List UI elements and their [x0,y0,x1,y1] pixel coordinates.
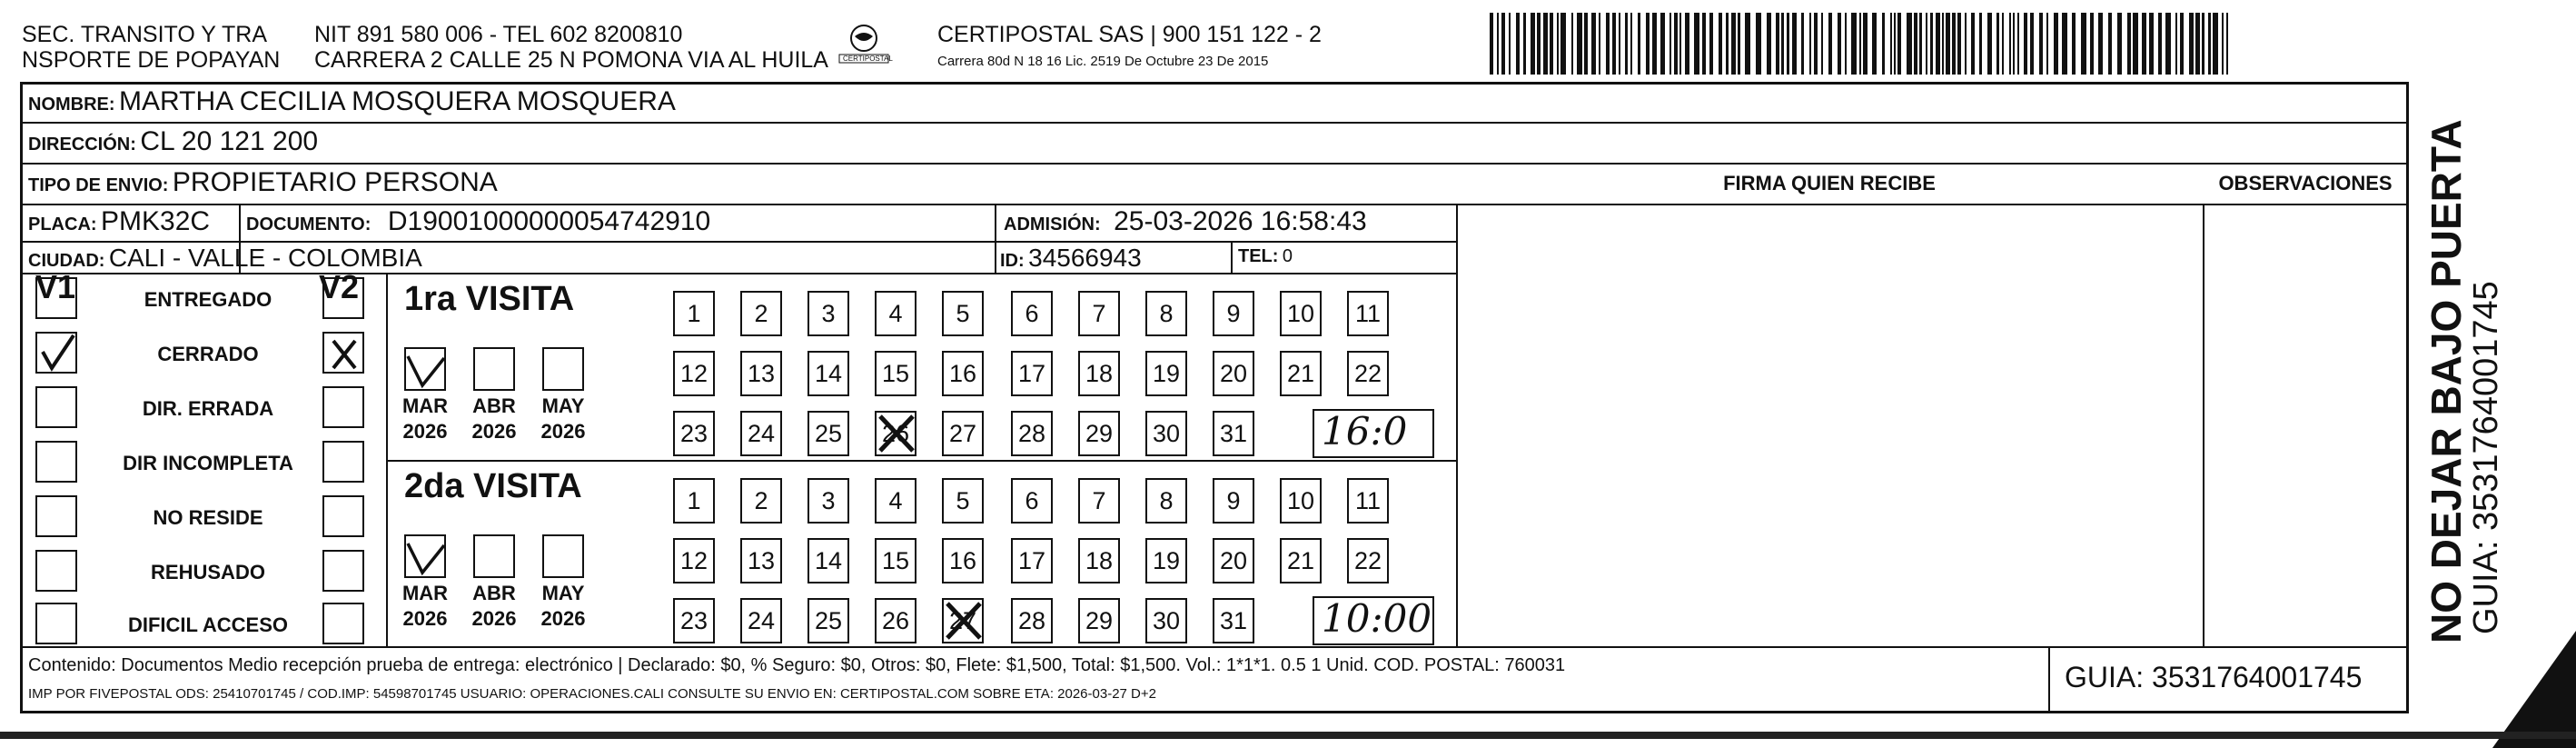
ciudad-label: CIUDAD: [28,251,105,271]
tipo-envio-label: TIPO DE ENVIO: [28,175,169,195]
barcode-bar [1859,13,1861,75]
month-label: ABR [472,394,516,417]
placa-label: PLACA: [28,214,97,234]
barcode-bar [2195,13,2200,75]
status-option-label: DIR. ERRADA [142,397,274,420]
barcode-bar [2017,13,2019,75]
barcode-bar [1851,13,1857,75]
barcode-bar [2098,13,2103,75]
day-box[interactable]: 19 [1145,351,1187,396]
barcode-bar [2024,13,2027,75]
direccion-value: CL 20 121 200 [140,126,319,156]
barcode [1490,13,2234,75]
day-box[interactable]: 16 [942,538,984,583]
barcode-bar [1926,13,1927,75]
barcode-bar [1882,13,1885,75]
day-box[interactable]: 31 [1213,411,1254,456]
observaciones-header: OBSERVACIONES [2218,172,2393,194]
day-box[interactable]: 11 [1347,478,1389,524]
day-box[interactable]: 30 [1145,598,1187,643]
barcode-bar [1731,13,1736,75]
barcode-bar [1907,13,1912,75]
barcode-bar [1828,13,1832,75]
barcode-bar [1660,13,1665,75]
day-box[interactable]: 23 [673,411,715,456]
status-option-label: DIR INCOMPLETA [123,452,293,474]
day-box[interactable]: 9 [1213,478,1254,524]
day-box[interactable]: 13 [740,538,782,583]
barcode-bar [1577,13,1582,75]
certipostal-logo [837,24,893,67]
barcode-bar [1745,13,1750,75]
hour-handwritten: 10:00 [1322,596,1432,641]
day-box[interactable]: 11 [1347,291,1389,336]
barcode-bar [2062,13,2067,75]
barcode-bar [2133,13,2138,75]
tipo-envio-value: PROPIETARIO PERSONA [172,167,498,197]
year-label: 2026 [402,420,448,443]
barcode-bar [1738,13,1740,75]
admision-value: 25-03-2026 16:58:43 [1114,206,1367,236]
month-label: MAR [401,394,449,417]
status-option-label: CERRADO [157,343,259,365]
barcode-bar [1560,13,1566,75]
v1-header: V1 [35,268,76,305]
barcode-bar [2127,13,2131,75]
barcode-bar [2002,13,2004,75]
day-box[interactable]: 16 [942,351,984,396]
barcode-bar [1497,13,1499,75]
barcode-bar [2226,13,2228,75]
barcode-bar [1801,13,1804,75]
day-box[interactable]: 2 [740,291,782,336]
year-label: 2026 [471,607,517,630]
documento-cell [246,206,710,237]
barcode-bar [2189,13,2194,75]
barcode-bar [1781,13,1784,75]
day-box[interactable]: 25 [807,598,849,643]
barcode-bar [1709,13,1713,75]
visit-title: 2da VISITA [404,467,582,505]
barcode-bar [1606,13,1610,75]
barcode-bar [1756,13,1761,75]
month-checkbox[interactable] [404,347,446,391]
v2-checkbox[interactable] [322,386,364,428]
barcode-bar [2090,13,2094,75]
day-box[interactable]: 8 [1145,291,1187,336]
barcode-bar [1694,13,1699,75]
logo-text: CERTIPOSTAL [843,55,893,63]
v1-checkbox[interactable] [35,386,77,428]
barcode-bar [1957,13,1961,75]
day-box[interactable]: 19 [1145,538,1187,583]
barcode-bar [2165,13,2171,75]
ciudad-cell [28,244,422,273]
day-box[interactable]: 6 [1011,291,1053,336]
barcode-bar [1897,13,1901,75]
barcode-bar [1531,13,1535,75]
day-box[interactable]: 24 [740,411,782,456]
barcode-bar [1971,13,1975,75]
barcode-bar [2054,13,2058,75]
footer-guia: GUIA: 3531764001745 [2065,661,2363,693]
placa-value: PMK32C [101,206,211,236]
day-box[interactable]: 13 [740,351,782,396]
day-box[interactable]: 27 [942,411,984,456]
month-label: MAY [541,582,585,604]
month-label: ABR [472,582,516,604]
barcode-bar [1776,13,1779,75]
hour-box[interactable] [1313,409,1434,458]
day-box[interactable]: 17 [1011,351,1053,396]
barcode-bar [1557,13,1559,75]
v2-checkbox[interactable] [322,441,364,483]
id-label: ID: [1000,251,1025,271]
barcode-bar [1599,13,1600,75]
barcode-bar [1516,13,1520,75]
day-box[interactable]: 2 [740,478,782,524]
sender-nit: NIT 891 580 006 - TEL 602 8200810 [314,22,683,47]
month-label: MAR [401,582,449,604]
barcode-bar [1821,13,1823,75]
firma-header: FIRMA QUIEN RECIBE [1723,172,1936,194]
day-box[interactable]: 15 [875,351,916,396]
visit-title: 1ra VISITA [404,280,575,318]
status-option-label: REHUSADO [151,561,265,583]
year-label: 2026 [540,420,586,443]
day-box[interactable]: 5 [942,478,984,524]
carrier-name: CERTIPOSTAL SAS | 900 151 122 - 2 [937,22,1322,47]
day-box[interactable]: 22 [1347,538,1389,583]
day-box[interactable]: 12 [673,351,715,396]
status-option-label: DIFICIL ACCESO [127,613,288,636]
barcode-bar [1987,13,1992,75]
barcode-bar [2202,13,2204,75]
barcode-bar [2072,13,2076,75]
v2-checkbox[interactable] [322,603,364,644]
barcode-bar [1584,13,1588,75]
year-label: 2026 [540,607,586,630]
barcode-bar [1894,13,1896,75]
day-box[interactable]: 22 [1347,351,1389,396]
tel-label: TEL: [1238,246,1279,266]
barcode-bar [1965,13,1967,75]
barcode-bar [1845,13,1847,75]
day-box[interactable]: 20 [1213,351,1254,396]
barcode-bar [2009,13,2011,75]
v2-checkbox[interactable] [322,495,364,537]
barcode-bar [1523,13,1526,75]
barcode-bar [2117,13,2122,75]
day-box[interactable]: 8 [1145,478,1187,524]
side-guia: GUIA: 3531764001745 [2467,281,2505,634]
barcode-bar [1726,13,1729,75]
month-checkbox[interactable] [473,534,515,578]
barcode-bar [1571,13,1573,75]
barcode-bar [1809,13,1811,75]
corner-mark [2492,631,2576,748]
day-box[interactable]: 21 [1280,351,1322,396]
day-box[interactable]: 30 [1145,411,1187,456]
day-box[interactable]: 29 [1078,598,1120,643]
barcode-bar [1872,13,1877,75]
barcode-bar [1591,13,1596,75]
status-option-label: NO RESIDE [153,506,263,529]
day-box[interactable]: 3 [807,291,849,336]
direccion-label: DIRECCIÓN: [28,135,136,155]
day-box[interactable]: 20 [1213,538,1254,583]
barcode-bar [1702,13,1706,75]
barcode-bar [1979,13,1982,75]
barcode-bar [1619,13,1620,75]
day-box[interactable]: 1 [673,478,715,524]
v2-checkbox[interactable] [322,332,364,374]
day-box[interactable]: 15 [875,538,916,583]
year-label: 2026 [471,420,517,443]
v2-checkbox[interactable] [322,277,364,319]
id-value: 34566943 [1028,244,1142,272]
day-box[interactable]: 28 [1011,411,1053,456]
barcode-bar [2175,13,2177,75]
barcode-bar [1669,13,1671,75]
v1-checkbox[interactable] [35,550,77,592]
month-checkbox[interactable] [404,534,446,578]
day-box[interactable]: 5 [942,291,984,336]
barcode-bar [2180,13,2184,75]
barcode-bar [1719,13,1722,75]
day-box[interactable]: 14 [807,351,849,396]
documento-value: D19001000000054742910 [387,206,711,236]
barcode-bar [1952,13,1956,75]
tel-value: 0 [1282,246,1293,266]
barcode-bar [1863,13,1868,75]
month-checkbox[interactable] [473,347,515,391]
v2-header: V2 [319,268,360,305]
day-box[interactable] [875,411,916,456]
barcode-bar [2149,13,2154,75]
day-box[interactable]: 26 [875,598,916,643]
imp-line: IMP POR FIVEPOSTAL ODS: 25410701745 / COD.IMP: 54598701745 USUARIO: OPERACIONES.CALI CONSULTE SU ENVIO EN: CERTIPOSTAL.COM SOBRE ETA: 2026-03-27 D+2 [28,686,1156,702]
delivery-card [20,82,2409,713]
day-box[interactable]: 1 [673,291,715,336]
barcode-bar [1914,13,1917,75]
barcode-bar [1550,13,1553,75]
bottom-edge [0,732,2576,739]
year-label: 2026 [402,607,448,630]
barcode-bar [1936,13,1940,75]
day-box[interactable]: 10 [1280,478,1322,524]
content-line: Contenido: Documentos Medio recepción prueba de entrega: electrónico | Declarado: $0, % Seguro: $0, Otros: $0, Flete: $1,500, Total: $1,500. Vol.: 1*1*1. 0.5 1 Unid. COD. POSTAL: 760031 [28,655,1566,675]
sender-name-line1: SEC. TRANSITO Y TRA [22,22,267,47]
day-box[interactable]: 7 [1078,291,1120,336]
sender-name-line2: NSPORTE DE POPAYAN [22,47,281,73]
barcode-bar [1792,13,1797,75]
day-number: 27 [948,607,977,634]
barcode-bar [1638,13,1640,75]
barcode-bar [1919,13,1922,75]
tel-cell [1238,246,1293,267]
barcode-bar [1946,13,1950,75]
day-box[interactable]: 18 [1078,351,1120,396]
day-box[interactable]: 29 [1078,411,1120,456]
barcode-bar [2158,13,2162,75]
barcode-bar [2108,13,2112,75]
month-label: MAY [541,394,585,417]
barcode-bar [1652,13,1657,75]
carrier-license: Carrera 80d N 18 16 Lic. 2519 De Octubre 23 De 2015 [937,54,1269,69]
barcode-bar [2039,13,2043,75]
month-checkbox[interactable] [542,534,584,578]
barcode-bar [2208,13,2211,75]
admision-label: ADMISIÓN: [1004,214,1101,234]
barcode-bar [1674,13,1678,75]
v1-checkbox[interactable] [35,441,77,483]
barcode-bar [2030,13,2034,75]
month-checkbox[interactable] [542,347,584,391]
day-box[interactable]: 3 [807,478,849,524]
ciudad-value: CALI - VALLE - COLOMBIA [108,244,422,272]
barcode-bar [1787,13,1789,75]
hour-box[interactable] [1313,596,1434,645]
barcode-bar [1537,13,1541,75]
day-box[interactable]: 7 [1078,478,1120,524]
day-box[interactable]: 4 [875,478,916,524]
barcode-bar [2046,13,2048,75]
day-box[interactable]: 21 [1280,538,1322,583]
day-box[interactable]: 18 [1078,538,1120,583]
day-box[interactable]: 10 [1280,291,1322,336]
v1-checkbox[interactable] [35,603,77,644]
nombre-value: MARTHA CECILIA MOSQUERA MOSQUERA [119,86,676,116]
barcode-bar [1930,13,1933,75]
day-box[interactable]: 12 [673,538,715,583]
barcode-bar [1630,13,1632,75]
barcode-bar [1490,13,1493,75]
v1-checkbox[interactable] [35,277,77,319]
day-box[interactable]: 6 [1011,478,1053,524]
barcode-bar [1509,13,1511,75]
barcode-bar [1625,13,1628,75]
barcode-bar [1942,13,1944,75]
barcode-bar [2013,13,2015,75]
v1-checkbox[interactable] [35,332,77,374]
status-option-label: ENTREGADO [144,288,272,311]
documento-label: DOCUMENTO: [246,214,372,234]
barcode-bar [2222,13,2224,75]
nombre-label: NOMBRE: [28,95,115,115]
no-dejar-bajo-puerta: NO DEJAR BAJO PUERTA [2422,119,2470,643]
day-box[interactable]: 23 [673,598,715,643]
day-box[interactable]: 4 [875,291,916,336]
v1-checkbox[interactable] [35,495,77,537]
day-number: 26 [881,420,910,447]
tipo-envio-row [28,167,498,198]
barcode-bar [1685,13,1689,75]
barcode-bar [2142,13,2146,75]
sender-address: CARRERA 2 CALLE 25 N POMONA VIA AL HUILA [314,47,828,73]
placa-cell [28,206,210,237]
barcode-bar [1838,13,1841,75]
barcode-bar [1996,13,1999,75]
barcode-bar [1612,13,1616,75]
day-box[interactable]: 14 [807,538,849,583]
barcode-bar [2081,13,2086,75]
barcode-bar [2213,13,2218,75]
barcode-bar [1890,13,1892,75]
direccion-row [28,126,318,157]
hour-handwritten: 16:0 [1322,409,1408,454]
barcode-bar [1679,13,1681,75]
barcode-bar [1646,13,1650,75]
day-box[interactable]: 24 [740,598,782,643]
day-box[interactable]: 9 [1213,291,1254,336]
barcode-bar [1543,13,1548,75]
v2-checkbox[interactable] [322,550,364,592]
barcode-bar [1501,13,1505,75]
id-cell [1000,244,1142,273]
day-box[interactable]: 25 [807,411,849,456]
day-box[interactable]: 31 [1213,598,1254,643]
nombre-row [28,86,676,117]
day-box[interactable]: 17 [1011,538,1053,583]
barcode-bar [1767,13,1771,75]
admision-cell [1004,206,1367,237]
day-box[interactable]: 28 [1011,598,1053,643]
barcode-bar [1814,13,1818,75]
day-box[interactable] [942,598,984,643]
